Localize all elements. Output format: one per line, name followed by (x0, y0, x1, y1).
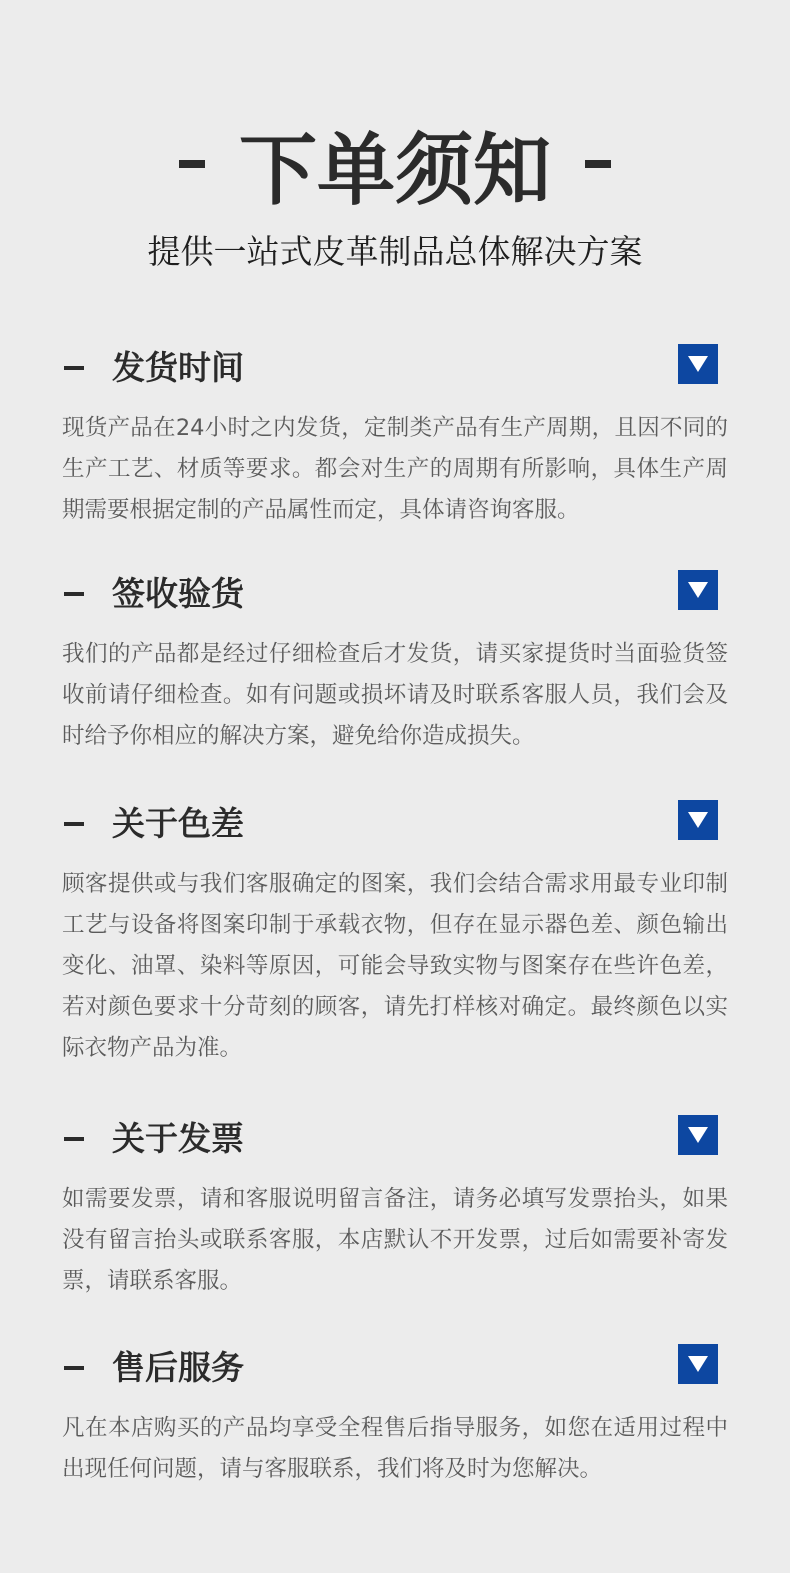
section-body: 我们的产品都是经过仔细检查后才发货，请买家提货时当面验货签收前请仔细检查。如有问题或损坏请及时联系客服人员，我们会及时给予你相应的解决方案，避免给你造成损失。 (62, 641, 728, 749)
header (0, 118, 790, 274)
page-subtitle: 提供一站式皮革制品总体解决方案 (147, 232, 643, 271)
section-invoice (62, 1117, 728, 1302)
section-header[interactable] (62, 1346, 728, 1390)
triangle-down-icon[interactable] (678, 1115, 718, 1155)
title-right-dash (585, 160, 611, 168)
section-dash (64, 592, 84, 596)
section-color-difference (62, 802, 728, 1069)
section-dash (64, 1137, 84, 1141)
section-shipping-time (62, 346, 728, 531)
triangle-down-icon[interactable] (678, 1344, 718, 1384)
triangle-down-icon[interactable] (678, 800, 718, 840)
section-inspection (62, 572, 728, 757)
section-dash (64, 1366, 84, 1370)
section-title: 关于发票 (112, 1119, 244, 1158)
section-header[interactable] (62, 1117, 728, 1161)
section-header[interactable] (62, 572, 728, 616)
section-title: 签收验货 (112, 574, 244, 613)
section-dash (64, 366, 84, 370)
section-header[interactable] (62, 346, 728, 390)
section-body: 顾客提供或与我们客服确定的图案，我们会结合需求用最专业印制工艺与设备将图案印制于承载衣物，但存在显示器色差、颜色输出变化、油罩、染料等原因，可能会导致实物与图案存在些许色差，若对颜色要求十分苛刻的顾客，请先打样核对确定。最终颜色以实际衣物产品为准。 (62, 871, 728, 1061)
section-dash (64, 822, 84, 826)
section-title: 发货时间 (112, 348, 244, 387)
title-left-dash (179, 160, 205, 168)
section-header[interactable] (62, 802, 728, 846)
page-title: 下单须知 (238, 126, 551, 216)
triangle-down-icon[interactable] (678, 570, 718, 610)
section-title: 售后服务 (112, 1348, 244, 1387)
section-title: 关于色差 (112, 804, 244, 843)
triangle-down-icon[interactable] (678, 344, 718, 384)
page-title-row (0, 118, 790, 216)
section-body: 如需要发票，请和客服说明留言备注，请务必填写发票抬头，如果没有留言抬头或联系客服，本店默认不开发票，过后如需要补寄发票，请联系客服。 (62, 1186, 728, 1294)
section-after-sales (62, 1346, 728, 1490)
section-body: 现货产品在24小时之内发货，定制类产品有生产周期，且因不同的生产工艺、材质等要求。都会对生产的周期有所影响，具体生产周期需要根据定制的产品属性而定，具体请咨询客服。 (62, 415, 728, 523)
section-body: 凡在本店购买的产品均享受全程售后指导服务，如您在适用过程中出现任何问题，请与客服联系，我们将及时为您解决。 (62, 1415, 728, 1482)
